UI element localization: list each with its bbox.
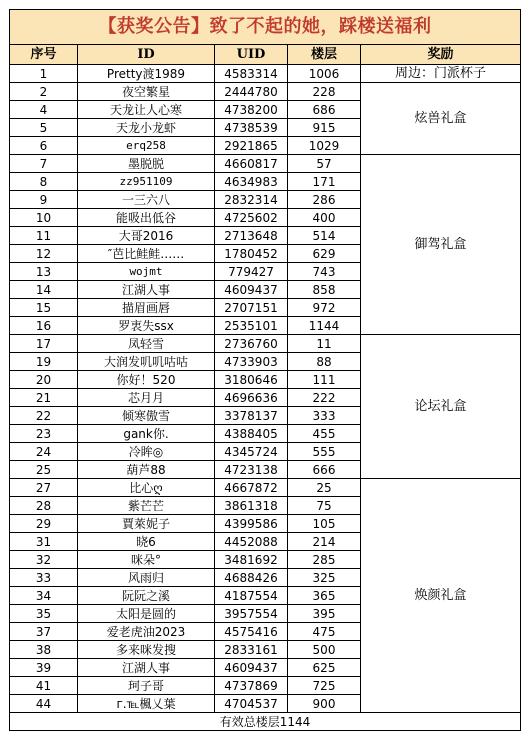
row-id-cell: 风雨归 [78,569,215,587]
row-floor-cell: 475 [288,623,361,641]
row-floor-cell: 743 [288,263,361,281]
announcement-title: 【获奖公告】致了不起的她，踩楼送福利 [10,10,521,45]
row-floor-cell: 222 [288,389,361,407]
row-id-cell: Pretty渡1989 [78,65,215,83]
award-table [9,9,521,731]
table-row [10,335,521,353]
row-id-cell: 比心ღ [78,479,215,497]
row-uid-cell: 2444780 [215,83,288,101]
column-header-uid: UID [215,45,288,65]
row-uid-cell: 4388405 [215,425,288,443]
row-id-cell: 夜空繁星 [78,83,215,101]
row-floor-cell: 858 [288,281,361,299]
row-number-cell: 39 [10,659,78,677]
row-id-cell: 賈萊妮子 [78,515,215,533]
row-floor-cell: 286 [288,191,361,209]
row-number-cell: 44 [10,695,78,713]
row-uid-cell: 4737869 [215,677,288,695]
row-number-cell: 27 [10,479,78,497]
table-body [10,65,521,713]
row-floor-cell: 75 [288,497,361,515]
row-floor-cell: 285 [288,551,361,569]
row-floor-cell: 686 [288,101,361,119]
row-number-cell: 16 [10,317,78,335]
row-number-cell: 2 [10,83,78,101]
reward-cell: 御驾礼盒 [361,155,521,335]
table-row [10,83,521,101]
row-uid-cell: 4345724 [215,443,288,461]
row-number-cell: 15 [10,299,78,317]
reward-cell: 论坛礼盒 [361,335,521,479]
row-number-cell: 17 [10,335,78,353]
row-floor-cell: 214 [288,533,361,551]
row-uid-cell: 4688426 [215,569,288,587]
header-row [10,45,521,65]
row-number-cell: 29 [10,515,78,533]
row-id-cell: 你好！520 [78,371,215,389]
row-id-cell: 珂子哥 [78,677,215,695]
row-id-cell: 咪朵° [78,551,215,569]
row-uid-cell: 4738539 [215,119,288,137]
row-number-cell: 9 [10,191,78,209]
row-uid-cell: 4667872 [215,479,288,497]
row-floor-cell: 514 [288,227,361,245]
row-id-cell: 冷眸◎ [78,443,215,461]
row-number-cell: 1 [10,65,78,83]
row-floor-cell: 555 [288,443,361,461]
row-uid-cell: 4725602 [215,209,288,227]
row-id-cell: 大哥2016 [78,227,215,245]
row-id-cell: 江湖人事 [78,659,215,677]
row-floor-cell: 25 [288,479,361,497]
row-id-cell: 阮阮之溪 [78,587,215,605]
row-uid-cell: 4583314 [215,65,288,83]
row-floor-cell: 325 [288,569,361,587]
row-floor-cell: 111 [288,371,361,389]
row-number-cell: 33 [10,569,78,587]
row-id-cell: 墨脱脱 [78,155,215,173]
row-floor-cell: 900 [288,695,361,713]
row-number-cell: 38 [10,641,78,659]
table-row [10,479,521,497]
column-header-id: ID [78,45,215,65]
row-id-cell: zz951109 [78,173,215,191]
column-header-reward: 奖励 [361,45,521,65]
row-id-cell: 葫芦88 [78,461,215,479]
row-number-cell: 20 [10,371,78,389]
row-uid-cell: 4634983 [215,173,288,191]
row-uid-cell: 3481692 [215,551,288,569]
row-number-cell: 19 [10,353,78,371]
row-uid-cell: 3957554 [215,605,288,623]
row-number-cell: 12 [10,245,78,263]
row-id-cell: 太阳是圆的 [78,605,215,623]
row-uid-cell: 4660817 [215,155,288,173]
row-uid-cell: 2535101 [215,317,288,335]
row-floor-cell: 57 [288,155,361,173]
row-number-cell: 35 [10,605,78,623]
row-uid-cell: 4733903 [215,353,288,371]
row-id-cell: 紫芒芒 [78,497,215,515]
row-floor-cell: 972 [288,299,361,317]
row-id-cell: 一三六八 [78,191,215,209]
row-number-cell: 8 [10,173,78,191]
row-uid-cell: 2833161 [215,641,288,659]
table-row [10,65,521,83]
row-floor-cell: 1144 [288,317,361,335]
row-number-cell: 32 [10,551,78,569]
row-number-cell: 7 [10,155,78,173]
row-number-cell: 4 [10,101,78,119]
row-number-cell: 11 [10,227,78,245]
row-uid-cell: 2713648 [215,227,288,245]
row-floor-cell: 365 [288,587,361,605]
row-uid-cell: 4704537 [215,695,288,713]
row-id-cell: 能吸出低谷 [78,209,215,227]
row-id-cell: 江湖人事 [78,281,215,299]
row-floor-cell: 666 [288,461,361,479]
row-id-cell: erq258 [78,137,215,155]
row-uid-cell: 3861318 [215,497,288,515]
row-id-cell: 罗衷失ssx [78,317,215,335]
row-id-cell: 天龙小龙虾 [78,119,215,137]
total-floor-summary: 有效总楼层1144 [10,713,521,731]
row-number-cell: 14 [10,281,78,299]
row-uid-cell: 2921865 [215,137,288,155]
row-floor-cell: 105 [288,515,361,533]
column-header-no: 序号 [10,45,78,65]
row-floor-cell: 915 [288,119,361,137]
row-id-cell: wojmt [78,263,215,281]
row-number-cell: 37 [10,623,78,641]
row-id-cell: 倾寒傲雪 [78,407,215,425]
row-uid-cell: 779427 [215,263,288,281]
row-floor-cell: 395 [288,605,361,623]
row-uid-cell: 4696636 [215,389,288,407]
row-number-cell: 6 [10,137,78,155]
row-number-cell: 34 [10,587,78,605]
row-floor-cell: 455 [288,425,361,443]
row-floor-cell: 500 [288,641,361,659]
row-uid-cell: 2736760 [215,335,288,353]
row-floor-cell: 171 [288,173,361,191]
row-number-cell: 25 [10,461,78,479]
row-uid-cell: 2832314 [215,191,288,209]
row-id-cell: gank你. [78,425,215,443]
row-uid-cell: 4575416 [215,623,288,641]
row-floor-cell: 228 [288,83,361,101]
row-id-cell: 芯月月 [78,389,215,407]
row-uid-cell: 4609437 [215,281,288,299]
row-floor-cell: 725 [288,677,361,695]
row-floor-cell: 88 [288,353,361,371]
row-id-cell: 多来咪发搜 [78,641,215,659]
row-uid-cell: 4187554 [215,587,288,605]
reward-cell: 炫兽礼盒 [361,83,521,155]
row-uid-cell: 4399586 [215,515,288,533]
row-floor-cell: 11 [288,335,361,353]
row-uid-cell: 3378137 [215,407,288,425]
row-id-cell: 凤轻雪 [78,335,215,353]
column-header-floor: 楼层 [288,45,361,65]
row-number-cell: 5 [10,119,78,137]
row-number-cell: 10 [10,209,78,227]
row-uid-cell: 4609437 [215,659,288,677]
row-id-cell: г.℡楓乂葉 [78,695,215,713]
row-floor-cell: 333 [288,407,361,425]
row-number-cell: 41 [10,677,78,695]
row-uid-cell: 4738200 [215,101,288,119]
row-id-cell: 描眉画唇 [78,299,215,317]
table-row [10,155,521,173]
row-uid-cell: 1780452 [215,245,288,263]
reward-cell: 周边：门派杯子 [361,65,521,83]
row-number-cell: 22 [10,407,78,425]
row-floor-cell: 1029 [288,137,361,155]
row-id-cell: 天龙让人心寒 [78,101,215,119]
row-id-cell: 爱老虎油2023 [78,623,215,641]
reward-cell: 焕颜礼盒 [361,479,521,713]
row-id-cell: 大润发叽叽咕咕 [78,353,215,371]
row-floor-cell: 625 [288,659,361,677]
row-uid-cell: 2707151 [215,299,288,317]
row-number-cell: 28 [10,497,78,515]
row-floor-cell: 1006 [288,65,361,83]
row-number-cell: 24 [10,443,78,461]
row-uid-cell: 3180646 [215,371,288,389]
row-uid-cell: 4723138 [215,461,288,479]
row-number-cell: 13 [10,263,78,281]
row-number-cell: 21 [10,389,78,407]
row-uid-cell: 4452088 [215,533,288,551]
row-floor-cell: 629 [288,245,361,263]
row-floor-cell: 400 [288,209,361,227]
row-id-cell: 晓6 [78,533,215,551]
row-id-cell: ″芭比鲑鲑…… [78,245,215,263]
row-number-cell: 31 [10,533,78,551]
row-number-cell: 23 [10,425,78,443]
